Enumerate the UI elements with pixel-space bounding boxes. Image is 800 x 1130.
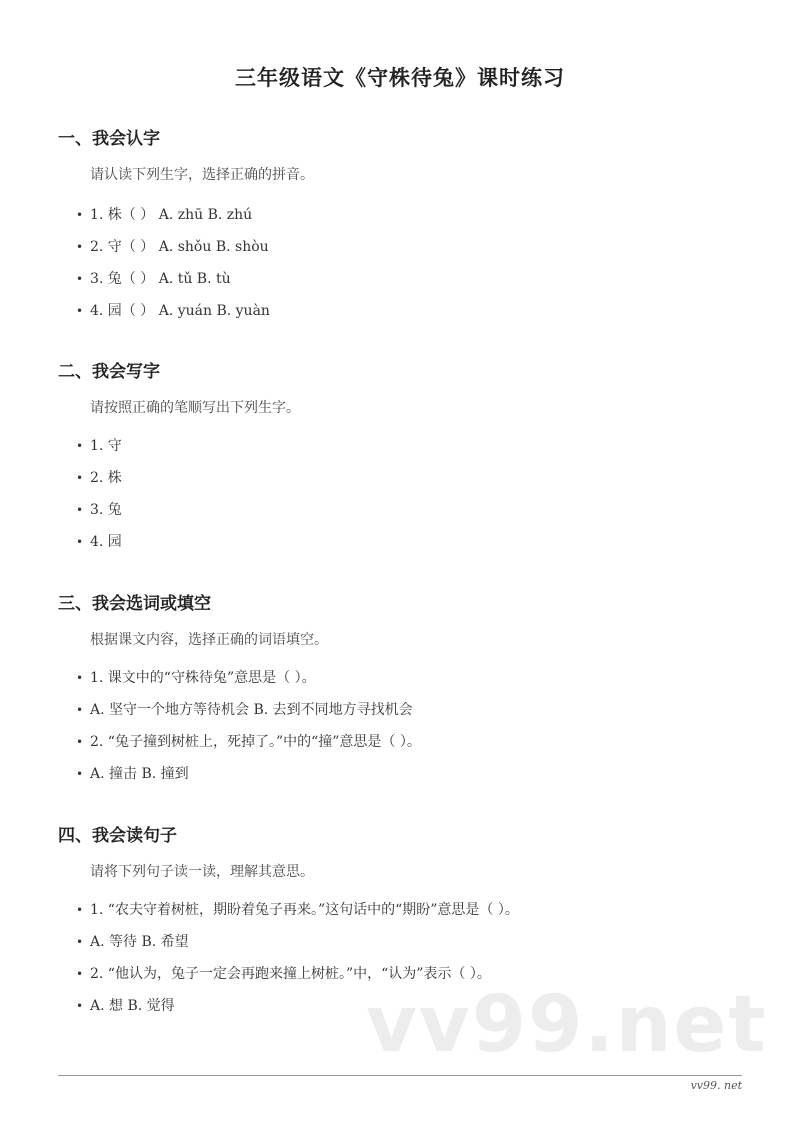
bullet-icon: • (76, 503, 84, 517)
bullet-icon: • (76, 535, 84, 549)
bullet-icon: • (76, 935, 84, 949)
list-item-text: 4. 园 (90, 534, 122, 550)
section-heading: 四、我会读句子 (58, 826, 177, 846)
bullet-icon: • (76, 208, 84, 222)
section-instruction: 请认读下列生字，选择正确的拼音。 (90, 167, 314, 183)
bullet-icon: • (76, 703, 84, 717)
list-item (76, 236, 269, 256)
list-item (76, 731, 421, 751)
list-item-text: 2. “他认为，兔子一定会再跑来撞上树桩。”中，“认为”表示（ ）。 (90, 966, 491, 982)
list-item-text: 1. 课文中的“守株待兔”意思是（ ）。 (90, 670, 316, 686)
list-item (76, 899, 519, 919)
bullet-icon: • (76, 240, 84, 254)
bullet-icon: • (76, 272, 84, 286)
list-item (76, 931, 189, 951)
footer-site-label: vv99. net (690, 1079, 742, 1092)
section-heading: 一、我会认字 (58, 129, 160, 149)
list-item (76, 667, 316, 687)
list-item-text: 2. 守（ ） A. shǒu B. shòu (90, 239, 269, 255)
list-item (76, 435, 122, 455)
page-title: 三年级语文《守株待兔》课时练习 (235, 66, 565, 90)
bullet-icon: • (76, 735, 84, 749)
list-item (76, 995, 175, 1015)
list-item-text: A. 坚守一个地方等待机会 B. 去到不同地方寻找机会 (90, 702, 413, 718)
list-item (76, 763, 189, 783)
watermark: vv99.net (366, 980, 768, 1070)
list-item-text: A. 等待 B. 希望 (90, 934, 189, 950)
section-heading: 二、我会写字 (58, 362, 160, 382)
bullet-icon: • (76, 671, 84, 685)
list-item (76, 300, 270, 320)
list-item-text: 2. “兔子撞到树桩上，死掉了。”中的“撞”意思是（ ）。 (90, 734, 421, 750)
bullet-icon: • (76, 967, 84, 981)
list-item-text: 1. “农夫守着树桩，期盼着兔子再来。”这句话中的“期盼”意思是（ ）。 (90, 902, 519, 918)
list-item (76, 268, 231, 288)
list-item-text: 2. 株 (90, 470, 122, 486)
list-item-text: 1. 株（ ） A. zhū B. zhú (90, 207, 253, 223)
list-item-text: 1. 守 (90, 438, 122, 454)
bullet-icon: • (76, 439, 84, 453)
bullet-icon: • (76, 999, 84, 1013)
bullet-icon: • (76, 471, 84, 485)
section-instruction: 根据课文内容，选择正确的词语填空。 (90, 632, 328, 648)
bullet-icon: • (76, 767, 84, 781)
list-item (76, 204, 252, 224)
list-item (76, 699, 413, 719)
bullet-icon: • (76, 304, 84, 318)
section-instruction: 请按照正确的笔顺写出下列生字。 (90, 400, 300, 416)
list-item-text: 3. 兔 (90, 502, 122, 518)
list-item-text: 3. 兔（ ） A. tǔ B. tù (90, 271, 231, 287)
bullet-icon: • (76, 903, 84, 917)
list-item (76, 499, 122, 519)
footer-divider (58, 1075, 742, 1076)
list-item-text: A. 撞击 B. 撞到 (90, 766, 189, 782)
section-heading: 三、我会选词或填空 (58, 594, 211, 614)
list-item (76, 531, 122, 551)
list-item (76, 467, 122, 487)
list-item-text: A. 想 B. 觉得 (90, 998, 175, 1014)
section-instruction: 请将下列句子读一读，理解其意思。 (90, 864, 314, 880)
list-item-text: 4. 园（ ） A. yuán B. yuàn (90, 303, 270, 319)
